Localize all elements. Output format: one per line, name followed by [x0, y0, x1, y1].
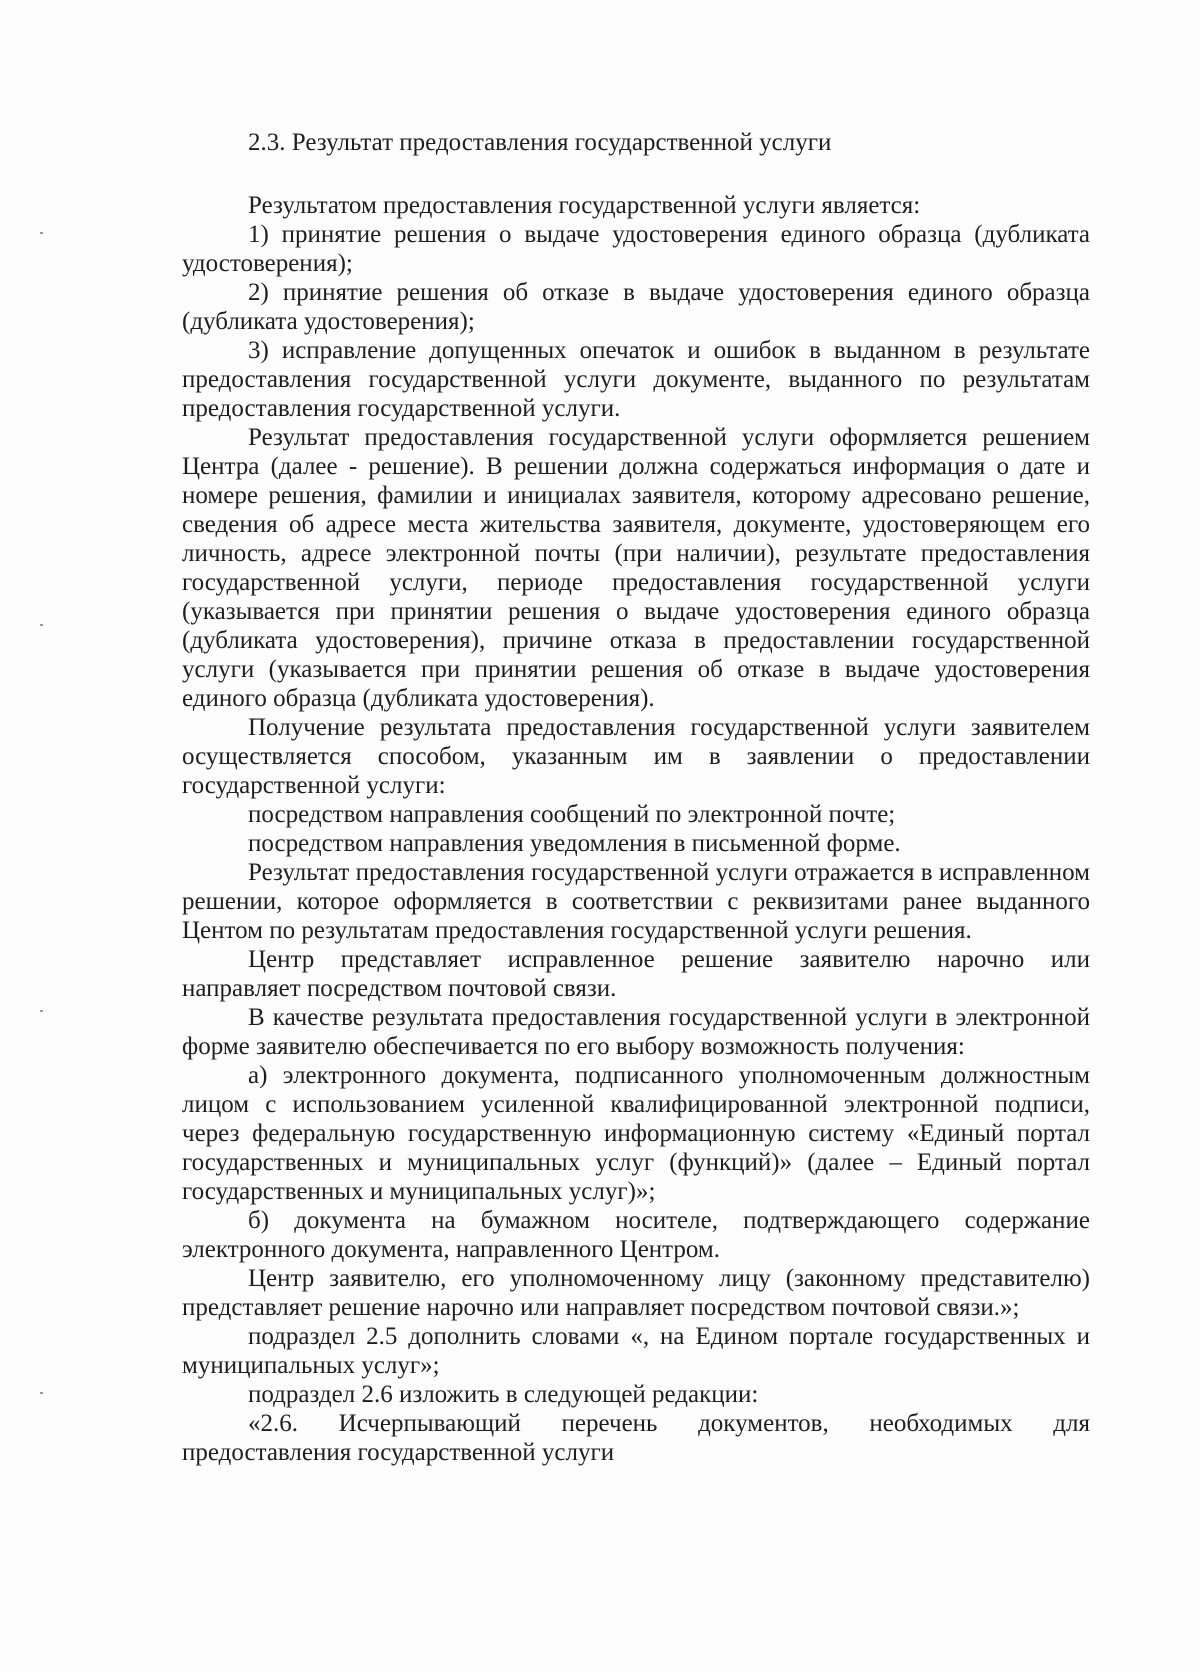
- list-item: 2) принятие решения об отказе в выдаче удостоверения единого образца (дубликата удостоверения);: [182, 279, 1090, 335]
- paragraph: Центр заявителю, его уполномоченному лицу (законному представителю) представляет решение нарочно или направляет посредством почтовой связи.»;: [182, 1265, 1090, 1321]
- list-item: а) электронного документа, подписанного уполномоченным должностным лицом с использованием усиленной квалифицированной электронной подписи, через федеральную государственную информационную систему «Единый портал государственных и муниципальных услуг (функций)» (далее – Единый портал государственных и муниципальных услуг)»;: [182, 1062, 1090, 1205]
- paragraph: Результатом предоставления государственной услуги является:: [248, 192, 921, 219]
- scan-edge-mark: [40, 232, 43, 234]
- paragraph: подраздел 2.6 изложить в следующей редакции:: [248, 1381, 759, 1408]
- paragraph: Результат предоставления государственной услуги отражается в исправленном решении, которое оформляется в соответствии с реквизитами ранее выданного Центом по результатам предоставления государственной услуги решения.: [182, 859, 1090, 944]
- paragraph: подраздел 2.5 дополнить словами «, на Едином портале государственных и муниципальных услуг»;: [182, 1323, 1090, 1379]
- section-heading: 2.3. Результат предоставления государственной услуги: [248, 129, 832, 156]
- paragraph: Центр представляет исправленное решение заявителю нарочно или направляет посредством почтовой связи.: [182, 946, 1090, 1002]
- list-item: б) документа на бумажном носителе, подтверждающего содержание электронного документа, направленного Центром.: [182, 1207, 1090, 1263]
- list-item: посредством направления сообщений по электронной почте;: [248, 801, 896, 828]
- scan-edge-mark: [40, 624, 43, 626]
- paragraph: Результат предоставления государственной услуги оформляется решением Центра (далее - решение). В решении должна содержаться информация о дате и номере решения, фамилии и инициалах заявителя, которому адресовано решение, сведения об адресе места жительства заявителя, документе, удостоверяющем его личность, адресе электронной почты (при наличии), результате предоставления государственной услуги, периоде предоставления государственной услуги (указывается при принятии решения о выдаче удостоверения единого образца (дубликата удостоверения), причине отказа в предоставлении государственной услуги (указывается при принятии решения об отказе в выдаче удостоверения единого образца (дубликата удостоверения).: [182, 424, 1090, 712]
- scan-edge-mark: [40, 1010, 43, 1012]
- paragraph: В качестве результата предоставления государственной услуги в электронной форме заявителю обеспечивается по его выбору возможность получения:: [182, 1004, 1090, 1060]
- paragraph: Получение результата предоставления государственной услуги заявителем осуществляется способом, указанным им в заявлении о предоставлении государственной услуги:: [182, 714, 1090, 799]
- paragraph: «2.6. Исчерпывающий перечень документов, необходимых для предоставления государственной услуги: [182, 1410, 1090, 1466]
- list-item: 1) принятие решения о выдаче удостоверения единого образца (дубликата удостоверения);: [182, 221, 1090, 277]
- document-body: [182, 128, 1090, 1467]
- scan-edge-mark: [40, 1392, 43, 1394]
- list-item: посредством направления уведомления в письменной форме.: [248, 830, 901, 857]
- list-item: 3) исправление допущенных опечаток и ошибок в выданном в результате предоставления государственной услуги документе, выданного по результатам предоставления государственной услуги.: [182, 337, 1090, 422]
